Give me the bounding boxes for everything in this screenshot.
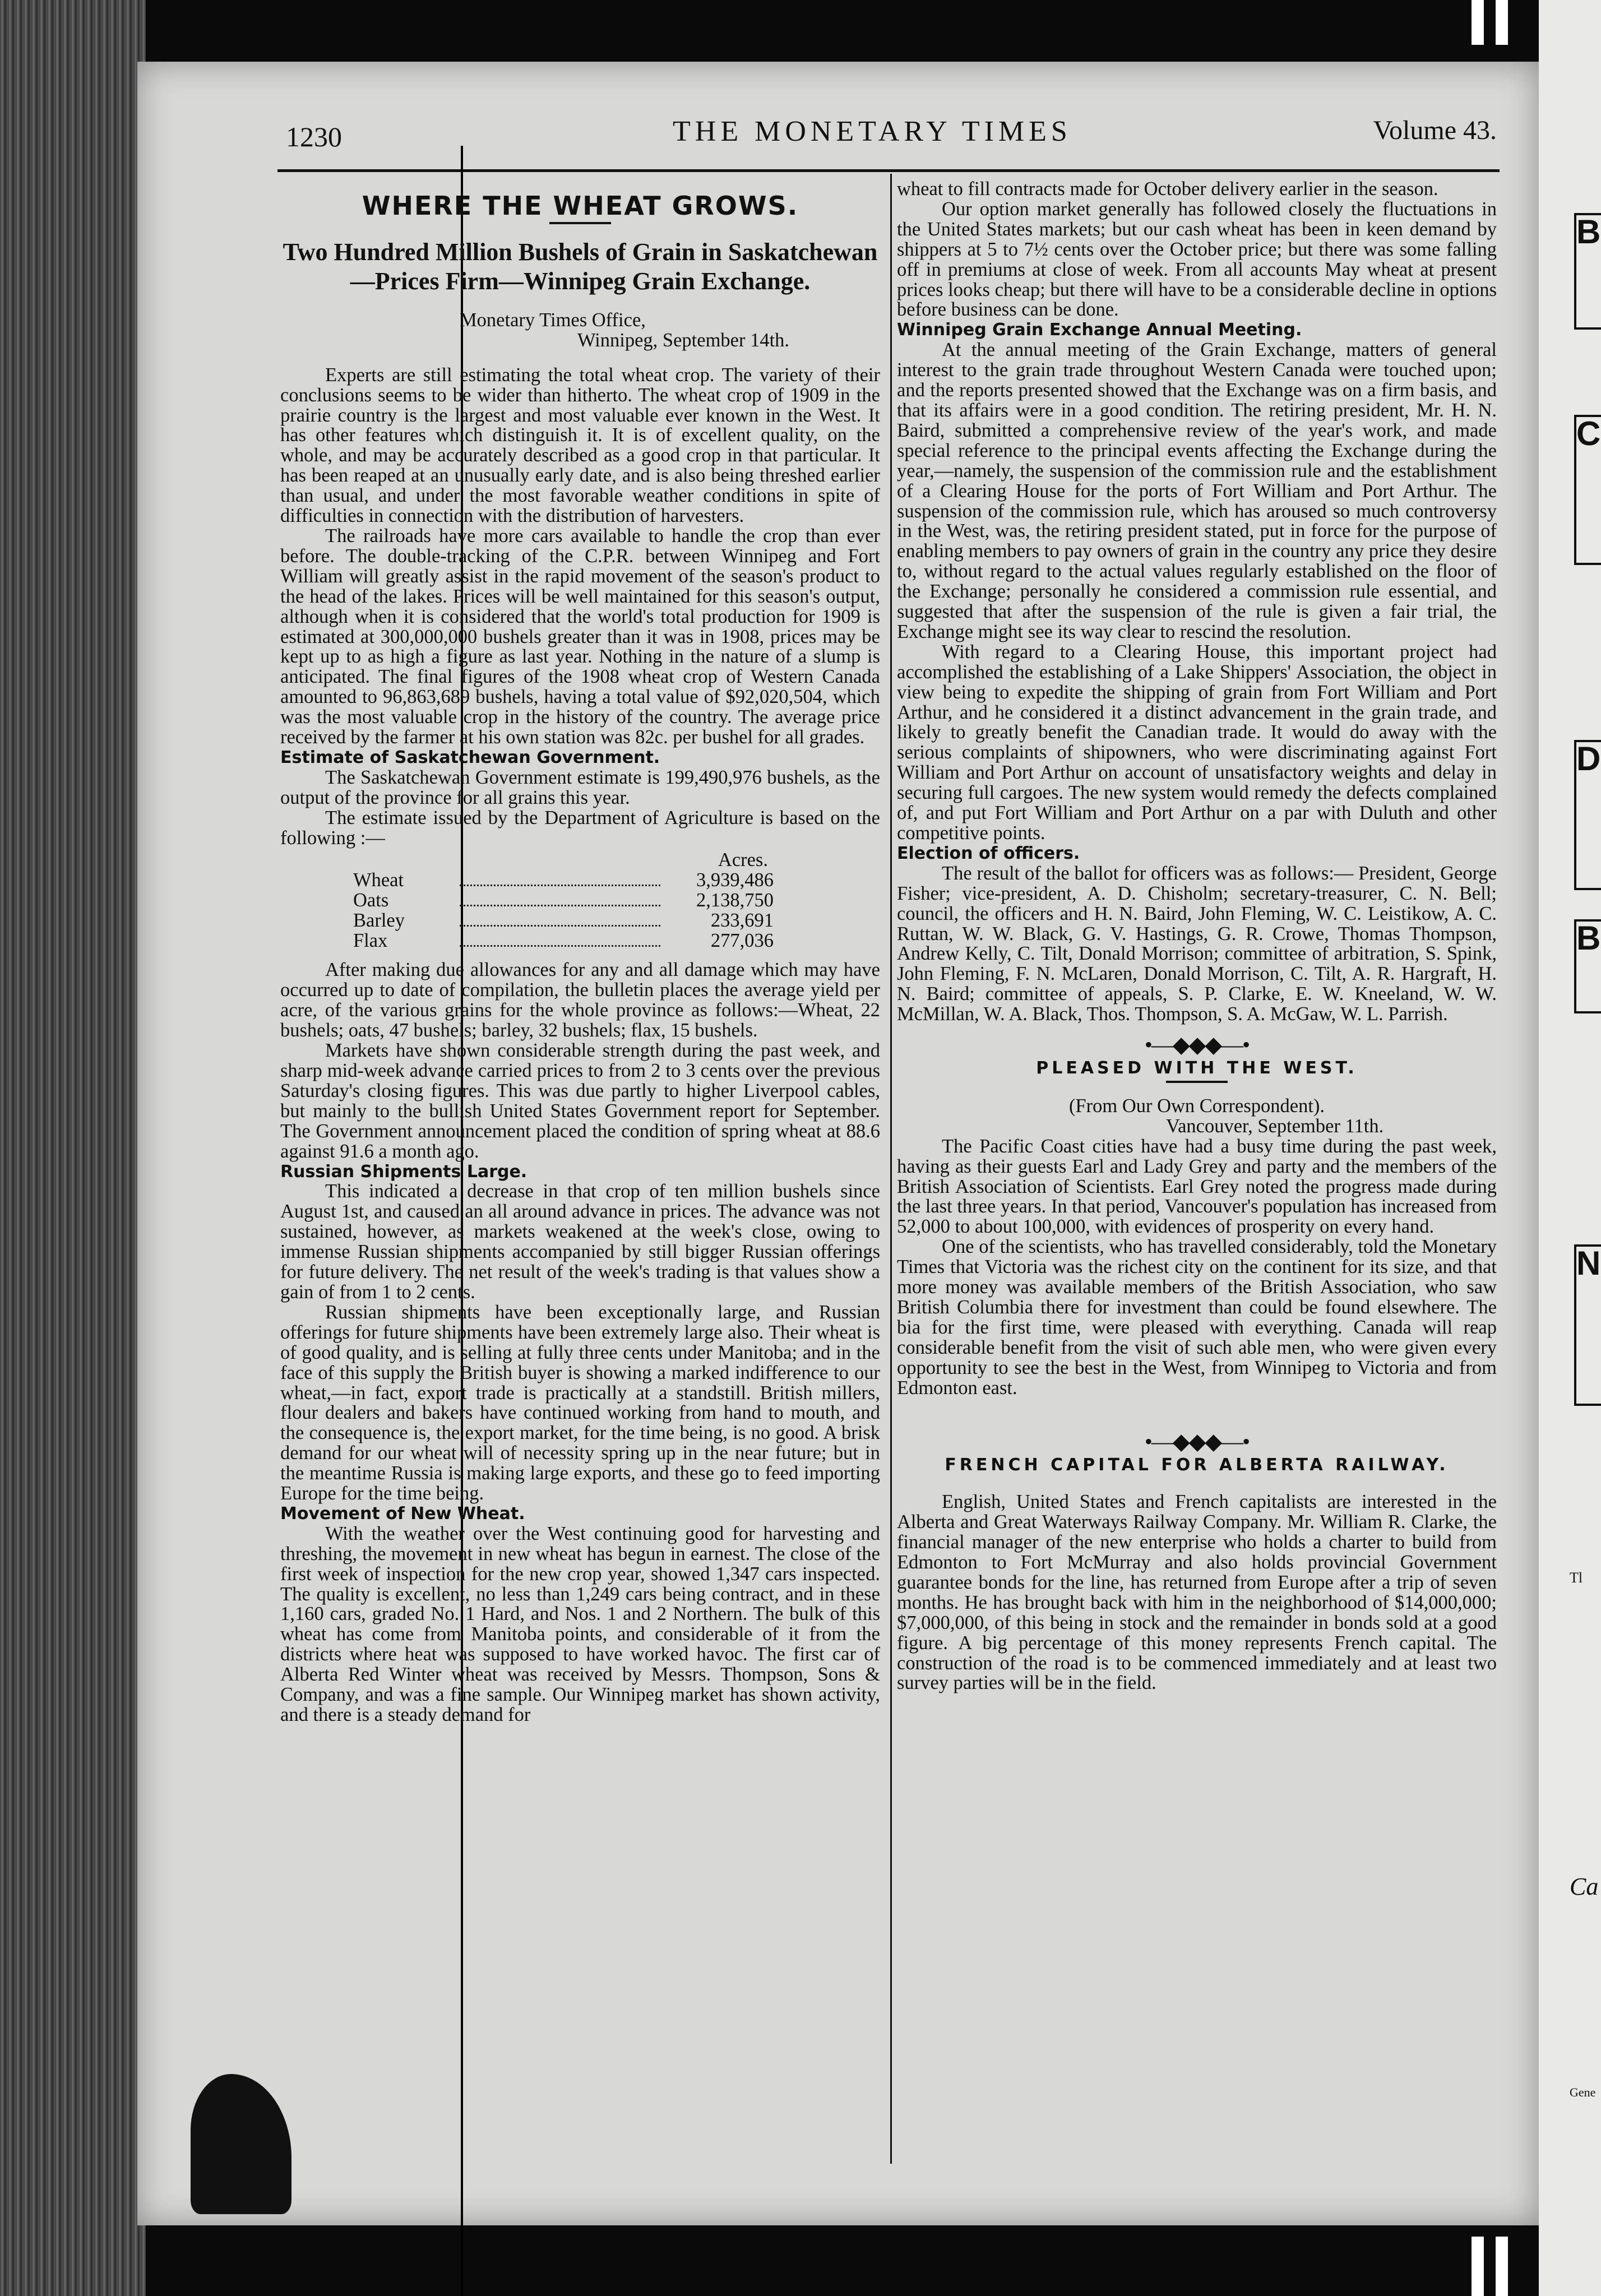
- crop-name: Oats: [353, 890, 389, 911]
- acreage-table: [280, 850, 880, 951]
- film-mark: [1472, 0, 1484, 45]
- adjacent-page-text: Ca: [1570, 1873, 1599, 1900]
- section-heading: Russian Shipments Large.: [280, 1161, 528, 1182]
- film-mark: [1496, 2237, 1508, 2296]
- crop-name: Flax: [353, 930, 388, 952]
- section-heading: Estimate of Saskatchewan Government.: [280, 747, 660, 767]
- adjacent-page-box: N: [1574, 1244, 1601, 1406]
- paragraph: One of the scientists, who has travelled considerably, told the Monetary Times that Victoria was the richest city on the continent for its size, and that more money was available members of the British Association, who saw British Columbia there for investment than could be found elsewhere. The bia for the first time, were pleased with everything. Canada will reap considerable benefit from the visit of such able men, who were given every opportunity to see the best in the West, from Winnipeg to Victoria and from Edmonton east.: [897, 1236, 1497, 1399]
- crop-name: Barley: [353, 910, 405, 932]
- paragraph: Russian shipments have been exceptionally large, and Russian offerings for future shipments have been extremely large also. Their wheat is of good quality, and is selling at fully three cents under Manitoba; and in the face of this supply the British buyer is showing a marked indifference to our wheat,—in fact, export trade is practically at a standstill. British millers, flour dealers and bakers have continued working from hand to mouth, and the consequence is, the export market, for the time being, is no good. A brisk demand for our wheat will of necessity spring up in the near future; but in the meantime Russia is making large exports, and these go to feed importing Europe for the time being.: [280, 1301, 880, 1505]
- acres-header: Acres.: [718, 849, 768, 871]
- adjacent-page-box: B: [1574, 919, 1601, 1013]
- film-mark: [1496, 0, 1508, 45]
- film-mark: [1472, 2237, 1484, 2296]
- paragraph: With the weather over the West continuing good for harvesting and threshing, the movement in new wheat has begun in earnest. The close of the first week of inspection for the new crop year, showed 1,347 cars inspected. The quality is excellent, no less than 1,249 cars being contract, and in these 1,160 cars, graded No. 1 Hard, and Nos. 1 and 2 Northern. The bulk of this wheat has come from Manitoba points, and considerable of it from the districts where heat was supposed to have worked havoc. The first car of Alberta Red Winter wheat was received by Messrs. Thompson, Sons & Company, and was a fine sample. Our Winnipeg market has shown activity, and there is a steady demand for: [280, 1522, 880, 1725]
- paragraph: English, United States and French capitalists are interested in the Alberta and Great Waterways Railway Company. Mr. William R. Clarke, the financial manager of the new enterprise who holds a charter to build from Edmonton to Fort McMurray and also holds provincial Government guarantee bonds for the line, has returned from Europe after a trip of seven months. He has brought back with him in the neighborhood of $14,000,000; $7,000,000, of this being in stock and the remainder in bonds sold at a good figure. A big percentage of this money represents French capital. The construction of the road is to be commenced immediately and at least two survey parties will be in the field.: [897, 1491, 1497, 1694]
- byline: (From Our Own Correspondent).: [1068, 1095, 1325, 1117]
- crop-acres: 2,138,750: [696, 890, 774, 911]
- adjacent-page-box: B: [1574, 213, 1601, 330]
- divider: [1166, 1081, 1228, 1083]
- paragraph: This indicated a decrease in that crop of ten million bushels since August 1st, and caused an all around advance in prices. The advance was not sustained, however, as markets weakened at the week's close, owing to immense Russian shipments accompanied by still bigger Russian offerings for future delivery. The net result of the week's trading is that values show a gain of from 1 to 2 cents.: [280, 1181, 880, 1303]
- table-row: [280, 871, 880, 891]
- crop-acres: 233,691: [710, 910, 774, 932]
- page-number: 1230: [286, 121, 342, 152]
- page-header: [286, 115, 1497, 160]
- article-title: FRENCH CAPITAL FOR ALBERTA RAILWAY.: [945, 1455, 1449, 1475]
- table-row: [280, 931, 880, 951]
- section-heading: Movement of New Wheat.: [280, 1503, 525, 1524]
- left-column: [280, 179, 880, 1725]
- paragraph: The result of the ballot for officers was as follows:— President, George Fisher; vice-president, A. D. Chisholm; secretary-treasurer, C. N. Bell; council, the officers and H. N. Baird, John Fleming, W. C. Leistikow, A. C. Ruttan, W. W. Black, G. V. Hastings, G. R. Crowe, Thomas Thompson, Andrew Kelly, C. Tilt, Donald Morrison; committee of arbitration, S. Spink, John Fleming, F. N. McLaren, Donald Morrison, C. Tilt, A. R. Hargraft, H. N. Baird; committee of appeals, S. P. Clarke, E. W. Kneeland, W. W. McMillan, W. A. Black, Thos. Thompson, S. A. McGaw, W. L. Parrish.: [897, 862, 1497, 1025]
- masthead: THE MONETARY TIMES: [673, 115, 1072, 147]
- ornament-divider: •—◆◆◆—•: [1144, 1032, 1250, 1058]
- adjacent-page-strip: [1539, 0, 1601, 2296]
- section-heading: Election of officers.: [897, 843, 1080, 863]
- book-binding-edge: [0, 0, 146, 2296]
- table-row: [280, 891, 880, 911]
- crop-name: Wheat: [353, 869, 404, 891]
- dateline: Vancouver, September 11th.: [1166, 1115, 1384, 1137]
- table-header: [280, 850, 880, 871]
- ornament-divider: •—◆◆◆—•: [1144, 1429, 1250, 1455]
- adjacent-page-box: D: [1574, 740, 1601, 890]
- column-divider: [890, 174, 892, 2164]
- adjacent-page-text: Tl: [1570, 1570, 1583, 1586]
- paragraph: With regard to a Clearing House, this important project had accomplished the establishing of a Lake Shippers' Association, the object in view being to expedite the shipping of grain from Fort William and Port Arthur, and he considered it a distinct advancement in the grain trade, and likely to greatly benefit the Canadian trade. It would do away with the serious complaints of shipowners, who were discriminating against Fort William and Port Arthur on account of unsatisfactory weights and delay in securing full cargoes. The new system would remedy the defects complained of, and put Fort William and Port Arthur on a par with Duluth and other competitive points.: [897, 641, 1497, 844]
- paragraph: Our option market generally has followed closely the fluctuations in the United States markets; but our cash wheat has been in keen demand by shippers at 5 to 7½ cents over the October price; but there was some falling off in premiums at close of week. From all accounts May wheat at present prices looks cheap; but there will have to be a considerable decline in options before business can be done.: [897, 198, 1497, 321]
- dateline: Winnipeg, September 14th.: [577, 329, 790, 351]
- paragraph: Markets have shown considerable strength during the past week, and sharp mid-week advance carried prices to from 2 to 3 cents over the previous Saturday's closing figures. This was due partly to higher Liverpool cables, but mainly to the bullish United States Government report for September. The Government announcement placed the condition of spring wheat at 88.6 against 91.6 a month ago.: [280, 1040, 880, 1162]
- volume-label: Volume 43.: [1373, 115, 1497, 145]
- paragraph: The railroads have more cars available to handle the crop than ever before. The double-tracking of the C.P.R. between Winnipeg and Fort William will greatly assist in the rapid movement of the season's product to the head of the lakes. Prices will be well maintained for this season's output, although when it is considered that the world's total production for 1909 is estimated at 300,000,000 bushels greater than it was in 1908, prices may be kept up to as high a figure as last year. Nothing in the nature of a slump is anticipated. The final figures of the 1908 wheat crop of Western Canada amounted to 96,863,689 bushels, having a total value of $92,020,504, which was the most valuable crop in the history of the country. The average price received by the farmer at his own station was 82c. per bushel for all grades.: [280, 525, 880, 748]
- article-title: PLEASED WITH THE WEST.: [1036, 1058, 1358, 1078]
- paragraph: The Saskatchewan Government estimate is 199,490,976 bushels, as the output of the province for all grains this year.: [280, 766, 880, 808]
- paragraph: The estimate issued by the Department of Agriculture is based on the following :—: [280, 807, 880, 849]
- article-title: WHERE THE WHEAT GROWS.: [362, 191, 799, 221]
- section-heading: Winnipeg Grain Exchange Annual Meeting.: [897, 320, 1302, 340]
- paragraph: At the annual meeting of the Grain Exchange, matters of general interest to the grain trade throughout Western Canada were touched upon; and the reports presented showed that the Exchange was on a firm basis, and that its affairs were in a good condition. The retiring president, Mr. H. N. Baird, submitted a comprehensive review of the year's work, and made special reference to the principal events affecting the Exchange during the year,—namely, the suspension of the commission rule and the establishment of a Clearing House for the ports of Fort William and Port Arthur. The suspension of the commission rule, which has aroused so much controversy in the West, was, the retiring president stated, put in force for the purpose of enabling members to pay owners of grain in the country any price they desire to, without regard to the actual values regularly established on the floor of the Exchange; personally he considered a commission rule essential, and suggested that after the suspension of the rule is given a fair trial, the Exchange might see its way clear to rescind the resolution.: [897, 339, 1497, 642]
- paragraph: Experts are still estimating the total wheat crop. The variety of their conclusions seems to be wider than hitherto. The wheat crop of 1909 in the prairie country is the largest and most valuable ever known in the West. It has other features which distinguish it. It is of excellent quality, on the whole, and may be accurately described as a good crop in that particular. It has been reaped at an unusually early date, and is also being threshed earlier than usual, and under the most favorable weather conditions in spite of difficulties in connection with the distribution of harvesters.: [280, 364, 880, 527]
- crop-acres: 277,036: [710, 930, 774, 952]
- table-row: [280, 911, 880, 931]
- paragraph: The Pacific Coast cities have had a busy time during the past week, having as their guests Earl and Lady Grey and party and the members of the British Association of Scientists. Earl Grey noted the progress made during the last three years. In that period, Vancouver's population has increased from 52,000 to about 100,000, with evidences of prosperity on every hand.: [897, 1135, 1497, 1238]
- adjacent-page-box: C: [1574, 415, 1601, 565]
- dateline: Monetary Times Office,: [460, 309, 646, 331]
- divider: [549, 222, 611, 224]
- adjacent-page-text: Gene: [1570, 2085, 1596, 2099]
- right-column: [897, 179, 1497, 1693]
- crop-acres: 3,939,486: [696, 869, 774, 891]
- paragraph: wheat to fill contracts made for October delivery earlier in the season.: [897, 178, 1438, 200]
- paragraph: After making due allowances for any and all damage which may have occurred up to date of compilation, the bulletin places the average yield per acre, of the various grains for the whole province as follows:—Wheat, 22 bushels; oats, 47 bushels; barley, 32 bushels; flax, 15 bushels.: [280, 959, 880, 1041]
- article-subtitle: Two Hundred Million Bushels of Grain in Saskatchewan —Prices Firm—Winnipeg Grain Exchange.: [283, 238, 878, 295]
